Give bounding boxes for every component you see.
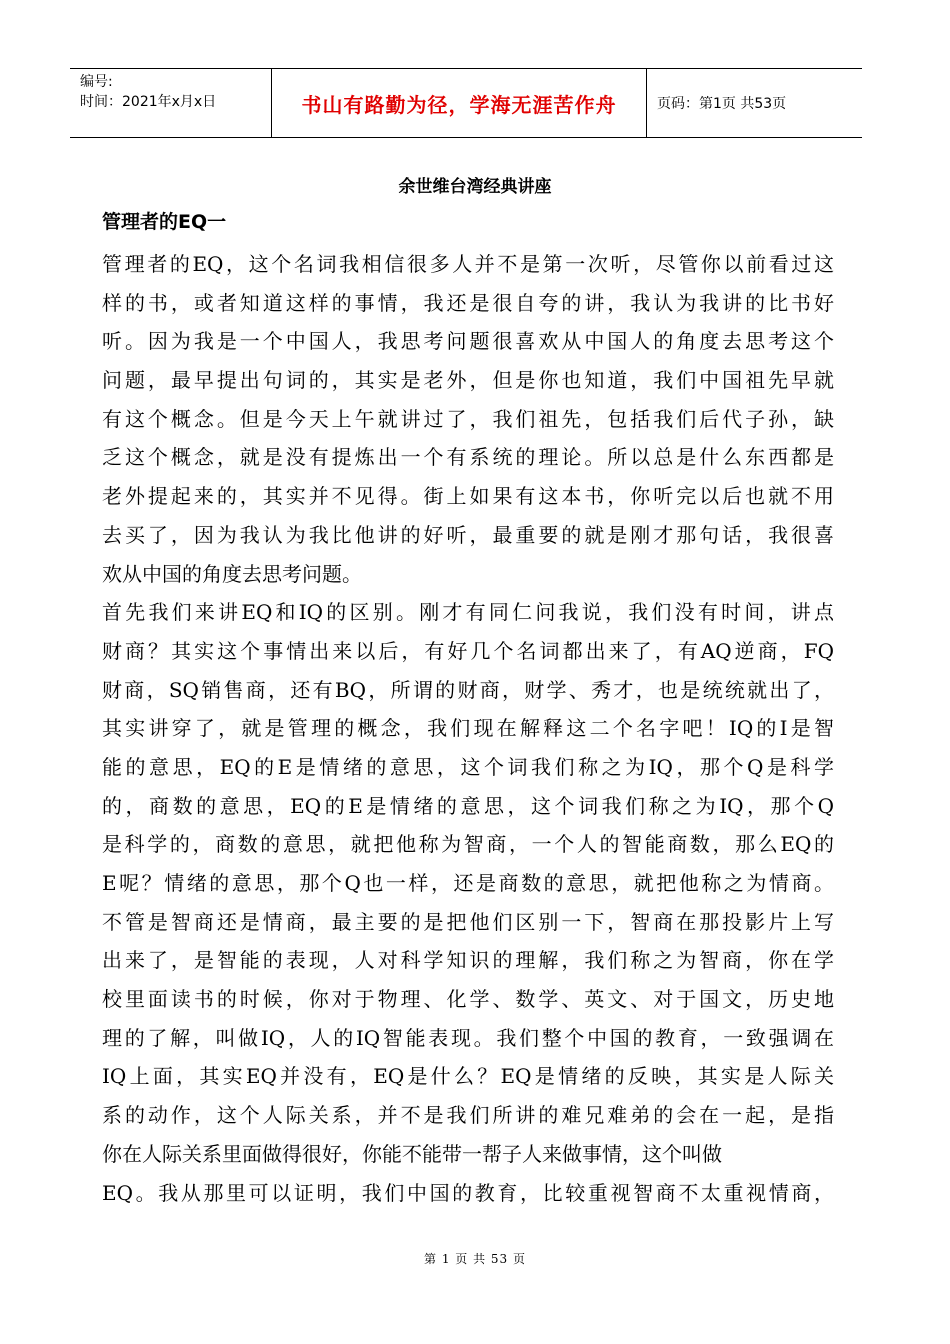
text-line: 样的书，或者知道这样的事情，我还是很自夸的讲，我认为我讲的比书好	[102, 290, 834, 315]
text-line: E呢？情绪的意思，那个Q也一样，还是商数的意思，就把他称之为情商。	[102, 871, 834, 895]
text-line: 财商？其实这个事情出来以后，有好几个名词都出来了，有AQ逆商，FQ	[102, 638, 834, 663]
text-line: 财商，SQ销售商，还有BQ，所谓的财商，财学、秀才，也是统统就出了，	[102, 677, 834, 702]
text-line: 能的意思，EQ的E是情绪的意思，这个词我们称之为IQ，那个Q是科学	[102, 754, 834, 779]
header-page-info: 页码：第1页 共53页	[657, 96, 787, 112]
text-line: 的，商数的意思，EQ的E是情绪的意思，这个词我们称之为IQ，那个Q	[102, 793, 834, 818]
text-line: 你在人际关系里面做得很好，你能不能带一帮子人来做事情，这个叫做	[102, 1141, 722, 1166]
text-line: 欢从中国的角度去思考问题。	[102, 561, 362, 586]
text-line: 管理者的EQ，这个名词我相信很多人并不是第一次听，尽管你以前看过这	[102, 252, 834, 276]
header-meta-cell	[70, 69, 272, 137]
section-heading: 管理者的EQ一	[102, 211, 227, 233]
header-time-label: 时间：2021年x月x日	[80, 94, 217, 110]
text-line: 理的了解，叫做IQ，人的IQ智能表现。我们整个中国的教育，一致强调在	[102, 1025, 834, 1050]
text-line: 老外提起来的，其实并不见得。街上如果有这本书，你听完以后也就不用	[102, 484, 834, 509]
text-line: IQ上面，其实EQ并没有，EQ是什么？EQ是情绪的反映，其实是人际关	[102, 1064, 834, 1089]
header-motto: 书山有路勤为径，学海无涯苦作舟	[272, 69, 647, 137]
text-line: 是科学的，商数的意思，就把他称为智商，一个人的智能商数，那么EQ的	[102, 832, 834, 857]
text-line: 有这个概念。但是今天上午就讲过了，我们祖先，包括我们后代子孙，缺	[102, 406, 834, 431]
text-line: 出来了，是智能的表现，人对科学知识的理解，我们称之为智商，你在学	[102, 948, 834, 973]
page-footer: 第 1 页 共 53 页	[424, 1252, 526, 1266]
text-line: 首先我们来讲EQ和IQ的区别。刚才有同仁问我说，我们没有时间，讲点	[102, 600, 834, 625]
text-line: 去买了，因为我认为我比他讲的好听，最重要的就是刚才那句话，我很喜	[102, 522, 834, 547]
header-number-label: 编号:	[80, 74, 113, 90]
text-line: 其实讲穿了，就是管理的概念，我们现在解释这二个名字吧！IQ的I是智	[102, 716, 834, 741]
body-text	[102, 245, 834, 1212]
text-line: 系的动作，这个人际关系，并不是我们所讲的难兄难弟的会在一起，是指	[102, 1103, 834, 1128]
document-title: 余世维台湾经典讲座	[398, 177, 552, 197]
page-header	[70, 68, 862, 138]
text-line: 问题，最早提出句词的，其实是老外，但是你也知道，我们中国祖先早就	[102, 368, 834, 393]
text-line: EQ。我从那里可以证明，我们中国的教育，比较重视智商不太重视情商，	[102, 1180, 834, 1205]
text-line: 乏这个概念，就是没有提炼出一个有系统的理论。所以总是什么东西都是	[102, 445, 834, 470]
text-line: 听。因为我是一个中国人，我思考问题很喜欢从中国人的角度去思考这个	[102, 329, 834, 354]
text-line: 校里面读书的时候，你对于物理、化学、数学、英文、对于国文，历史地	[102, 987, 834, 1012]
text-line: 不管是智商还是情商，最主要的是把他们区别一下，智商在那投影片上写	[102, 909, 834, 934]
